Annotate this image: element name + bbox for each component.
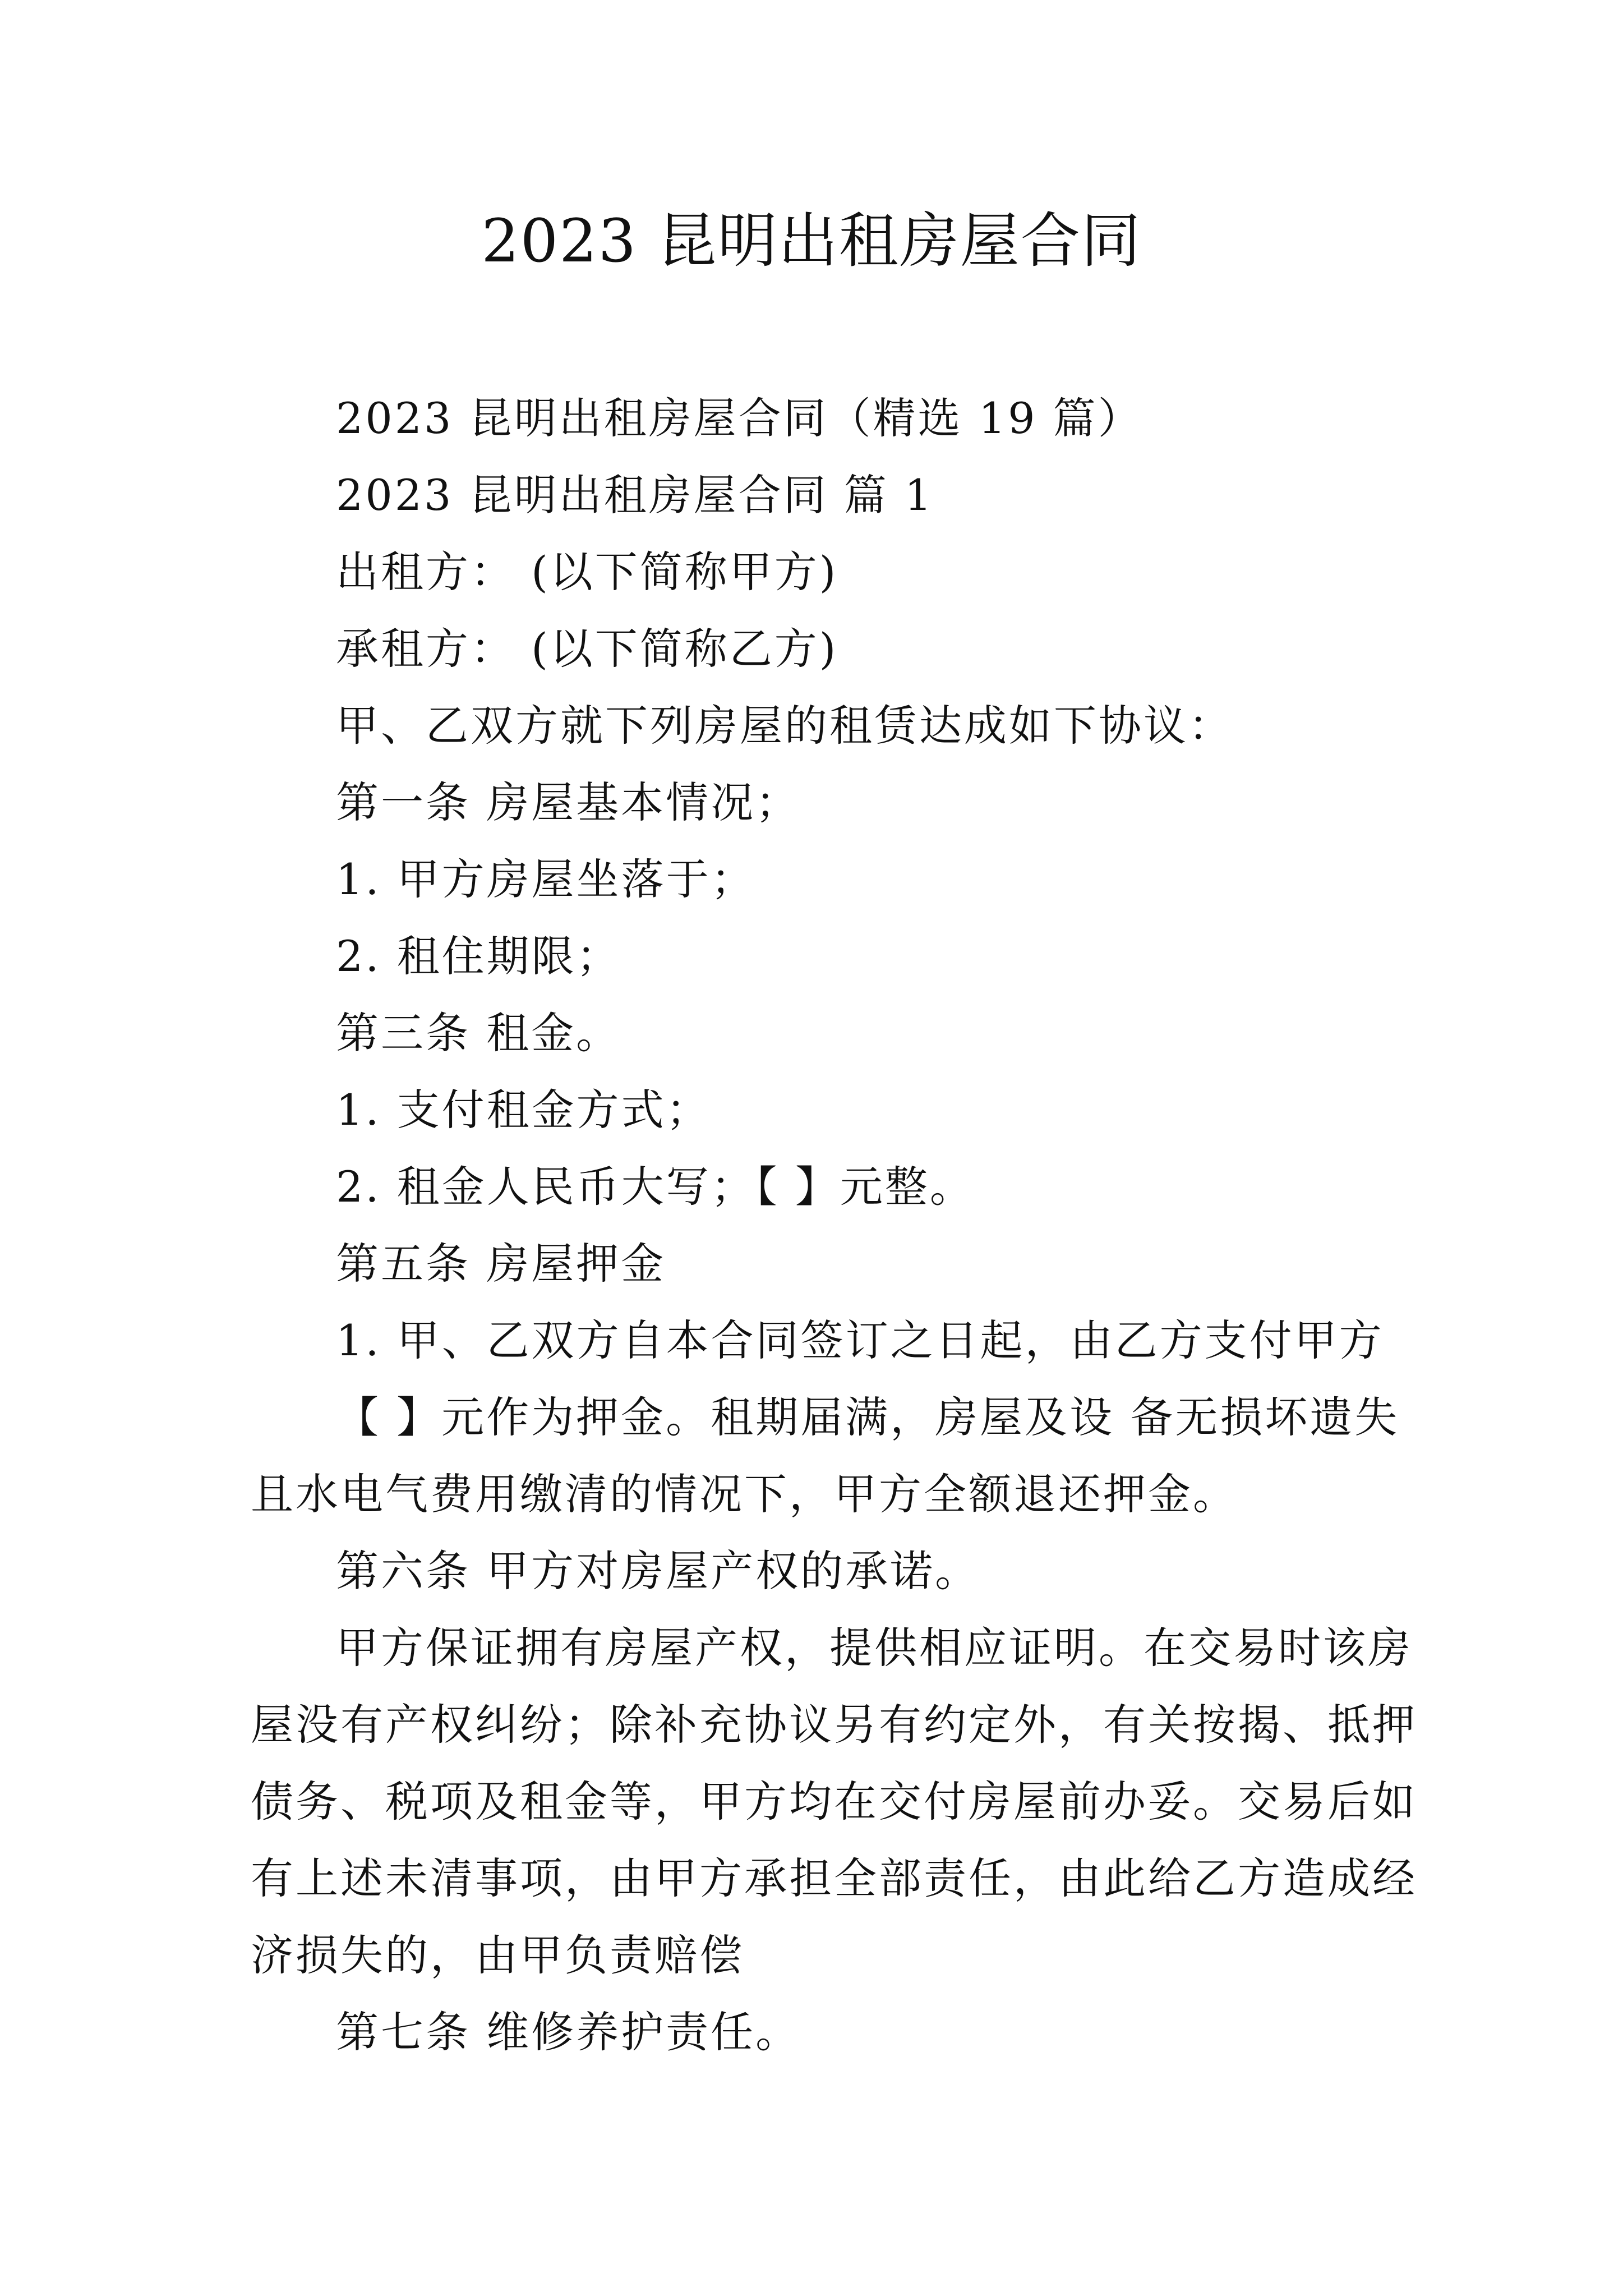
text-line: 有上述未清事项，由甲方承担全部责任，由此给乙方造成经 xyxy=(251,1853,1417,1903)
text-line: 第三条 租金。 xyxy=(336,1008,621,1058)
text-line: 承租方： (以下简称乙方) xyxy=(336,624,838,674)
text-line: 1. 甲、乙双方自本合同签订之日起，由乙方支付甲方 xyxy=(336,1315,1384,1365)
text-line: 济损失的，由甲负责赔偿 xyxy=(251,1930,744,1980)
text-line: 第六条 甲方对房屋产权的承诺。 xyxy=(336,1546,980,1596)
text-line: 2. 租住期限； xyxy=(336,931,621,981)
text-line: 第五条 房屋押金 xyxy=(336,1239,666,1289)
text-line: 出租方： (以下简称甲方) xyxy=(336,547,838,597)
text-line: 甲方保证拥有房屋产权，提供相应证明。在交易时该房 xyxy=(336,1623,1413,1673)
text-line: 2023 昆明出租房屋合同 篇 1 xyxy=(336,470,934,520)
text-line: 且水电气费用缴清的情况下，甲方全额退还押金。 xyxy=(251,1469,1238,1519)
text-line: 甲、乙双方就下列房屋的租赁达成如下协议： xyxy=(336,701,1233,751)
text-line: 第一条 房屋基本情况； xyxy=(336,777,801,827)
text-line: 屋没有产权纠纷；除补充协议另有约定外，有关按揭、抵押 xyxy=(251,1700,1417,1750)
document-title: 2023 昆明出租房屋合同 xyxy=(481,206,1142,275)
text-line: 债务、税项及租金等，甲方均在交付房屋前办妥。交易后如 xyxy=(251,1777,1417,1826)
text-line: 第七条 维修养护责任。 xyxy=(336,2007,801,2057)
text-line: 1. 甲方房屋坐落于； xyxy=(336,854,756,904)
text-line: 【 】元作为押金。租期届满，房屋及设 备无损坏遗失 xyxy=(336,1392,1400,1442)
text-line: 2. 租金人民币大写；【 】元整。 xyxy=(336,1162,975,1212)
text-line: 1. 支付租金方式； xyxy=(336,1085,711,1135)
document-body xyxy=(251,380,1417,2070)
text-line: 2023 昆明出租房屋合同（精选 19 篇） xyxy=(336,393,1143,443)
